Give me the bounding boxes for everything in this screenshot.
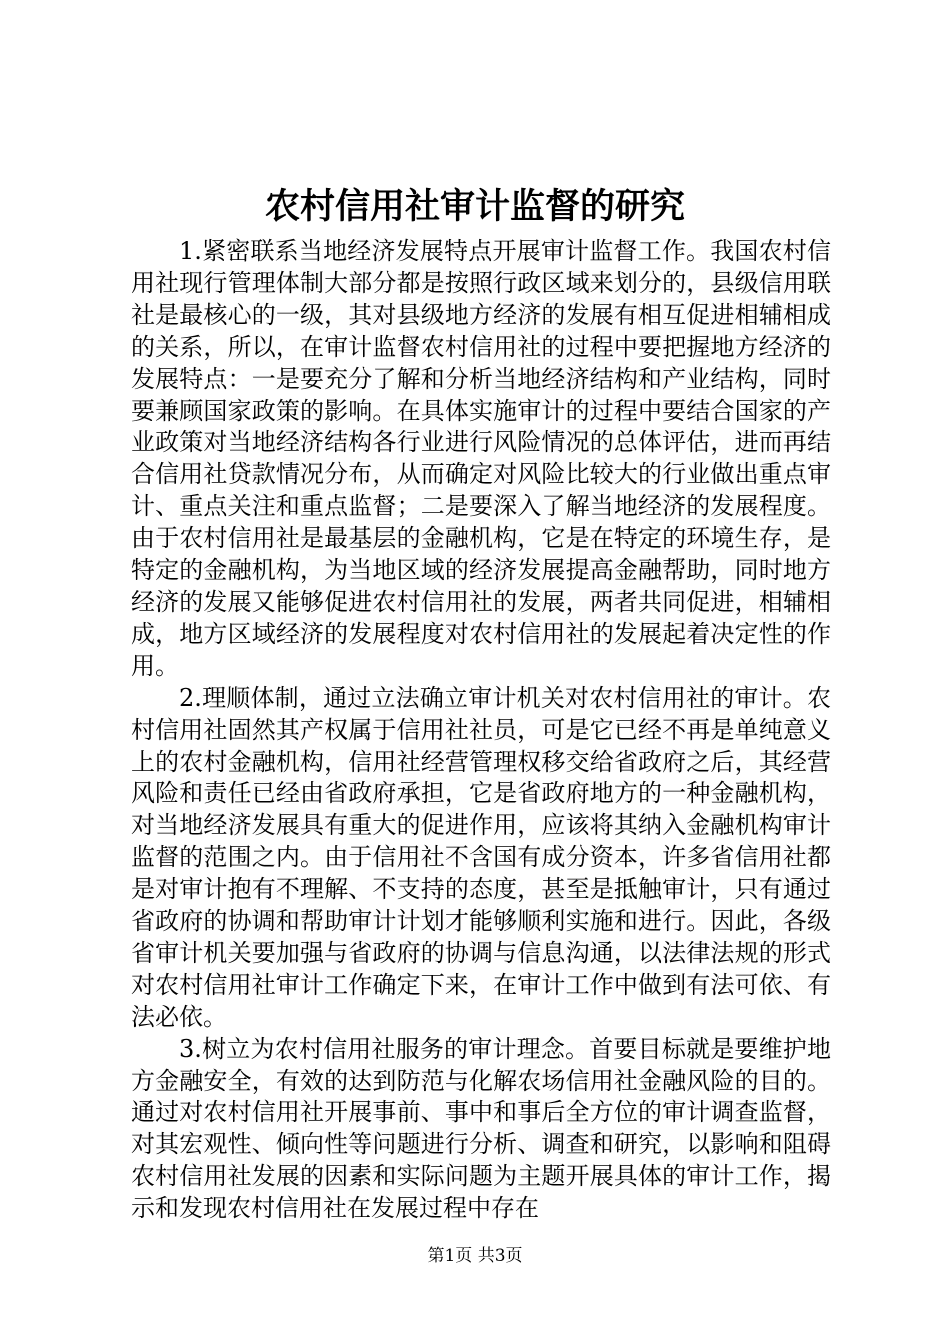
document-body: [131, 236, 831, 1225]
paragraph-1: 1.紧密联系当地经济发展特点开展审计监督工作。我国农村信用社现行管理体制大部分都是按照行政区域来划分的，县级信用联社是最核心的一级，其对县级地方经济的发展有相互促进相辅相成的关系，所以，在审计监督农村信用社的过程中要把握地方经济的发展特点：一是要充分了解和分析当地经济结构和产业结构，同时要兼顾国家政策的影响。在具体实施审计的过程中要结合国家的产业政策对当地经济结构各行业进行风险情况的总体评估，进而再结合信用社贷款情况分布，从而确定对风险比较大的行业做出重点审计、重点关注和重点监督；二是要深入了解当地经济的发展程度。由于农村信用社是最基层的金融机构，它是在特定的环境生存，是特定的金融机构，为当地区域的经济发展提高金融帮助，同时地方经济的发展又能够促进农村信用社的发展，两者共同促进，相辅相成，地方区域经济的发展程度对农村信用社的发展起着决定性的作用。: [131, 237, 831, 680]
page-footer: 第1页 共3页: [427, 1246, 523, 1266]
paragraph-2: 2.理顺体制，通过立法确立审计机关对农村信用社的审计。农村信用社固然其产权属于信用社社员，可是它已经不再是单纯意义上的农村金融机构，信用社经营管理权移交给省政府之后，其经营风险和责任已经由省政府承担，它是省政府地方的一种金融机构，对当地经济发展具有重大的促进作用，应该将其纳入金融机构审计监督的范围之内。由于信用社不含国有成分资本，许多省信用社都是对审计抱有不理解、不支持的态度，甚至是抵触审计，只有通过省政府的协调和帮助审计计划才能够顺利实施和进行。因此，各级省审计机关要加强与省政府的协调与信息沟通，以法律法规的形式对农村信用社审计工作确定下来，在审计工作中做到有法可依、有法必依。: [131, 683, 831, 1031]
document-title: 农村信用社审计监督的研究: [264, 186, 685, 227]
paragraph-3: 3.树立为农村信用社服务的审计理念。首要目标就是要维护地方金融安全，有效的达到防范与化解农场信用社金融风险的目的。通过对农村信用社开展事前、事中和事后全方位的审计调查监督，对其宏观性、倾向性等问题进行分析、调查和研究，以影响和阻碍农村信用社发展的因素和实际问题为主题开展具体的审计工作，揭示和发现农村信用社在发展过程中存在: [131, 1034, 831, 1223]
